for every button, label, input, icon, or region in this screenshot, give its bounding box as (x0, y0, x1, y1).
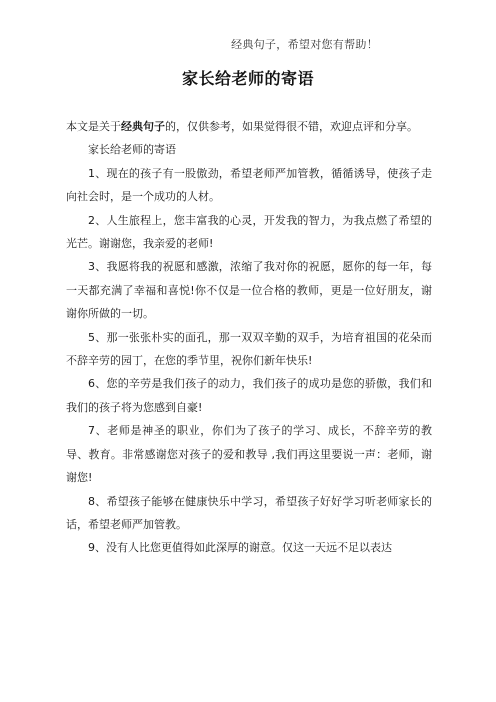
paragraph-5: 5、那一张张朴实的面孔，那一双双辛勤的双手，为培育祖国的花朵而不辞辛劳的园丁，在您的季节里，祝你们新年快乐! (66, 330, 432, 368)
document-body (66, 115, 432, 560)
page-title: 家长给老师的寄语 (181, 69, 314, 88)
intro-keyword: 经典句子 (121, 120, 165, 133)
intro-paragraph (66, 115, 432, 138)
paragraph-3: 3、我愿将我的祝愿和感激，浓缩了我对你的祝愿，愿你的每一年，每一天都充满了幸福和喜悦!你不仅是一位合格的教师，更是一位好朋友，谢谢你所做的一切。 (66, 260, 432, 321)
paragraph-8: 8、希望孩子能够在健康快乐中学习，希望孩子好好学习听老师家长的话，希望老师严加管教。 (66, 494, 432, 531)
paragraph-2: 2、人生旅程上，您丰富我的心灵，开发我的智力，为我点燃了希望的光芒。谢谢您，我亲爱的老师! (66, 213, 432, 251)
intro-text-before: 本文是关于 (66, 120, 121, 133)
header-note: 经典句子，希望对您有帮助！ (231, 38, 378, 51)
section-heading: 家长给老师的寄语 (88, 143, 176, 157)
paragraph-1: 1、现在的孩子有一股傲劲，希望老师严加管教，循循诱导，使孩子走向社会时，是一个成功的人材。 (66, 166, 432, 204)
paragraph-7: 7、老师是神圣的职业，你们为了孩子的学习、成长，不辞辛劳的教导、教育。非常感谢您对孩子的爱和教导 ,我们再这里要说一声：老师，谢谢您! (66, 424, 432, 485)
paragraph-9: 9、没有人比您更值得如此深厚的谢意。仅这一天远不足以表达 (88, 541, 392, 555)
intro-text-after: 的，仅供参考，如果觉得很不错，欢迎点评和分享。 (165, 120, 418, 133)
paragraph-6: 6、您的辛劳是我们孩子的动力，我们孩子的成功是您的骄傲，我们和我们的孩子将为您感到自豪! (66, 377, 432, 414)
